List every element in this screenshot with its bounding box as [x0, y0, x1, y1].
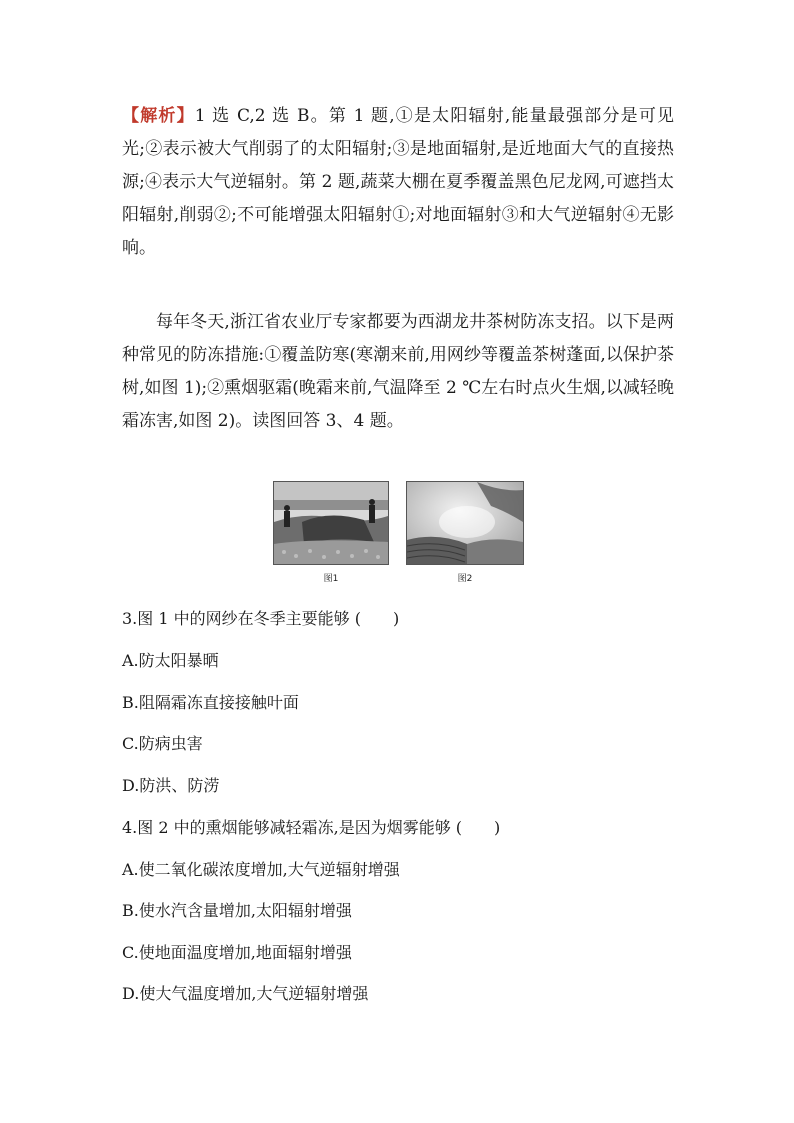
question-3-option-a: A.防太阳暴晒 — [122, 651, 219, 670]
figure-1 — [273, 481, 389, 584]
question-3-option-b: B.阻隔霜冻直接接触叶面 — [122, 693, 299, 712]
question-4-stem: 4.图 2 中的熏烟能够减轻霜冻,是因为烟雾能够 ( ) — [122, 818, 501, 837]
analysis-tag: 【解析】 — [122, 106, 195, 126]
figure-1-caption: 图1 — [323, 574, 339, 584]
figure-2-photo — [406, 481, 524, 565]
figure-2-caption: 图2 — [457, 574, 473, 584]
analysis-paragraph — [122, 100, 674, 265]
question-4-option-d: D.使大气温度增加,大气逆辐射增强 — [122, 984, 369, 1003]
question-4-option-c: C.使地面温度增加,地面辐射增强 — [122, 943, 352, 962]
figures — [273, 481, 525, 584]
intro-paragraph: 每年冬天,浙江省农业厅专家都要为西湖龙井茶树防冻支招。以下是两种常见的防冻措施:①覆盖防寒(寒潮来前,用网纱等覆盖茶树蓬面,以保护茶树,如图 1);②熏烟驱霜(晚霜来前,气温降至 2 ℃左右时点火生烟,以减轻晚霜冻害,如图 2)。读图回答 3、4 题。 — [122, 312, 674, 431]
question-4-option-a: A.使二氧化碳浓度增加,大气逆辐射增强 — [122, 860, 400, 879]
question-3-stem: 3.图 1 中的网纱在冬季主要能够 ( ) — [122, 609, 400, 628]
figure-1-photo — [273, 481, 389, 565]
question-3-option-d: D.防洪、防涝 — [122, 776, 220, 795]
question-4-option-b: B.使水汽含量增加,太阳辐射增强 — [122, 901, 352, 920]
question-3-option-c: C.防病虫害 — [122, 734, 203, 753]
analysis-body: 1 选 C,2 选 B。第 1 题,①是太阳辐射,能量最强部分是可见光;②表示被大气削弱了的太阳辐射;③是地面辐射,是近地面大气的直接热源;④表示大气逆辐射。第 2 题,蔬菜大棚在夏季覆盖黑色尼龙网,可遮挡太阳辐射,削弱②;不可能增强太阳辐射①;对地面辐射③和大气逆辐射④无影响。 — [122, 106, 675, 258]
figure-2 — [406, 481, 524, 584]
